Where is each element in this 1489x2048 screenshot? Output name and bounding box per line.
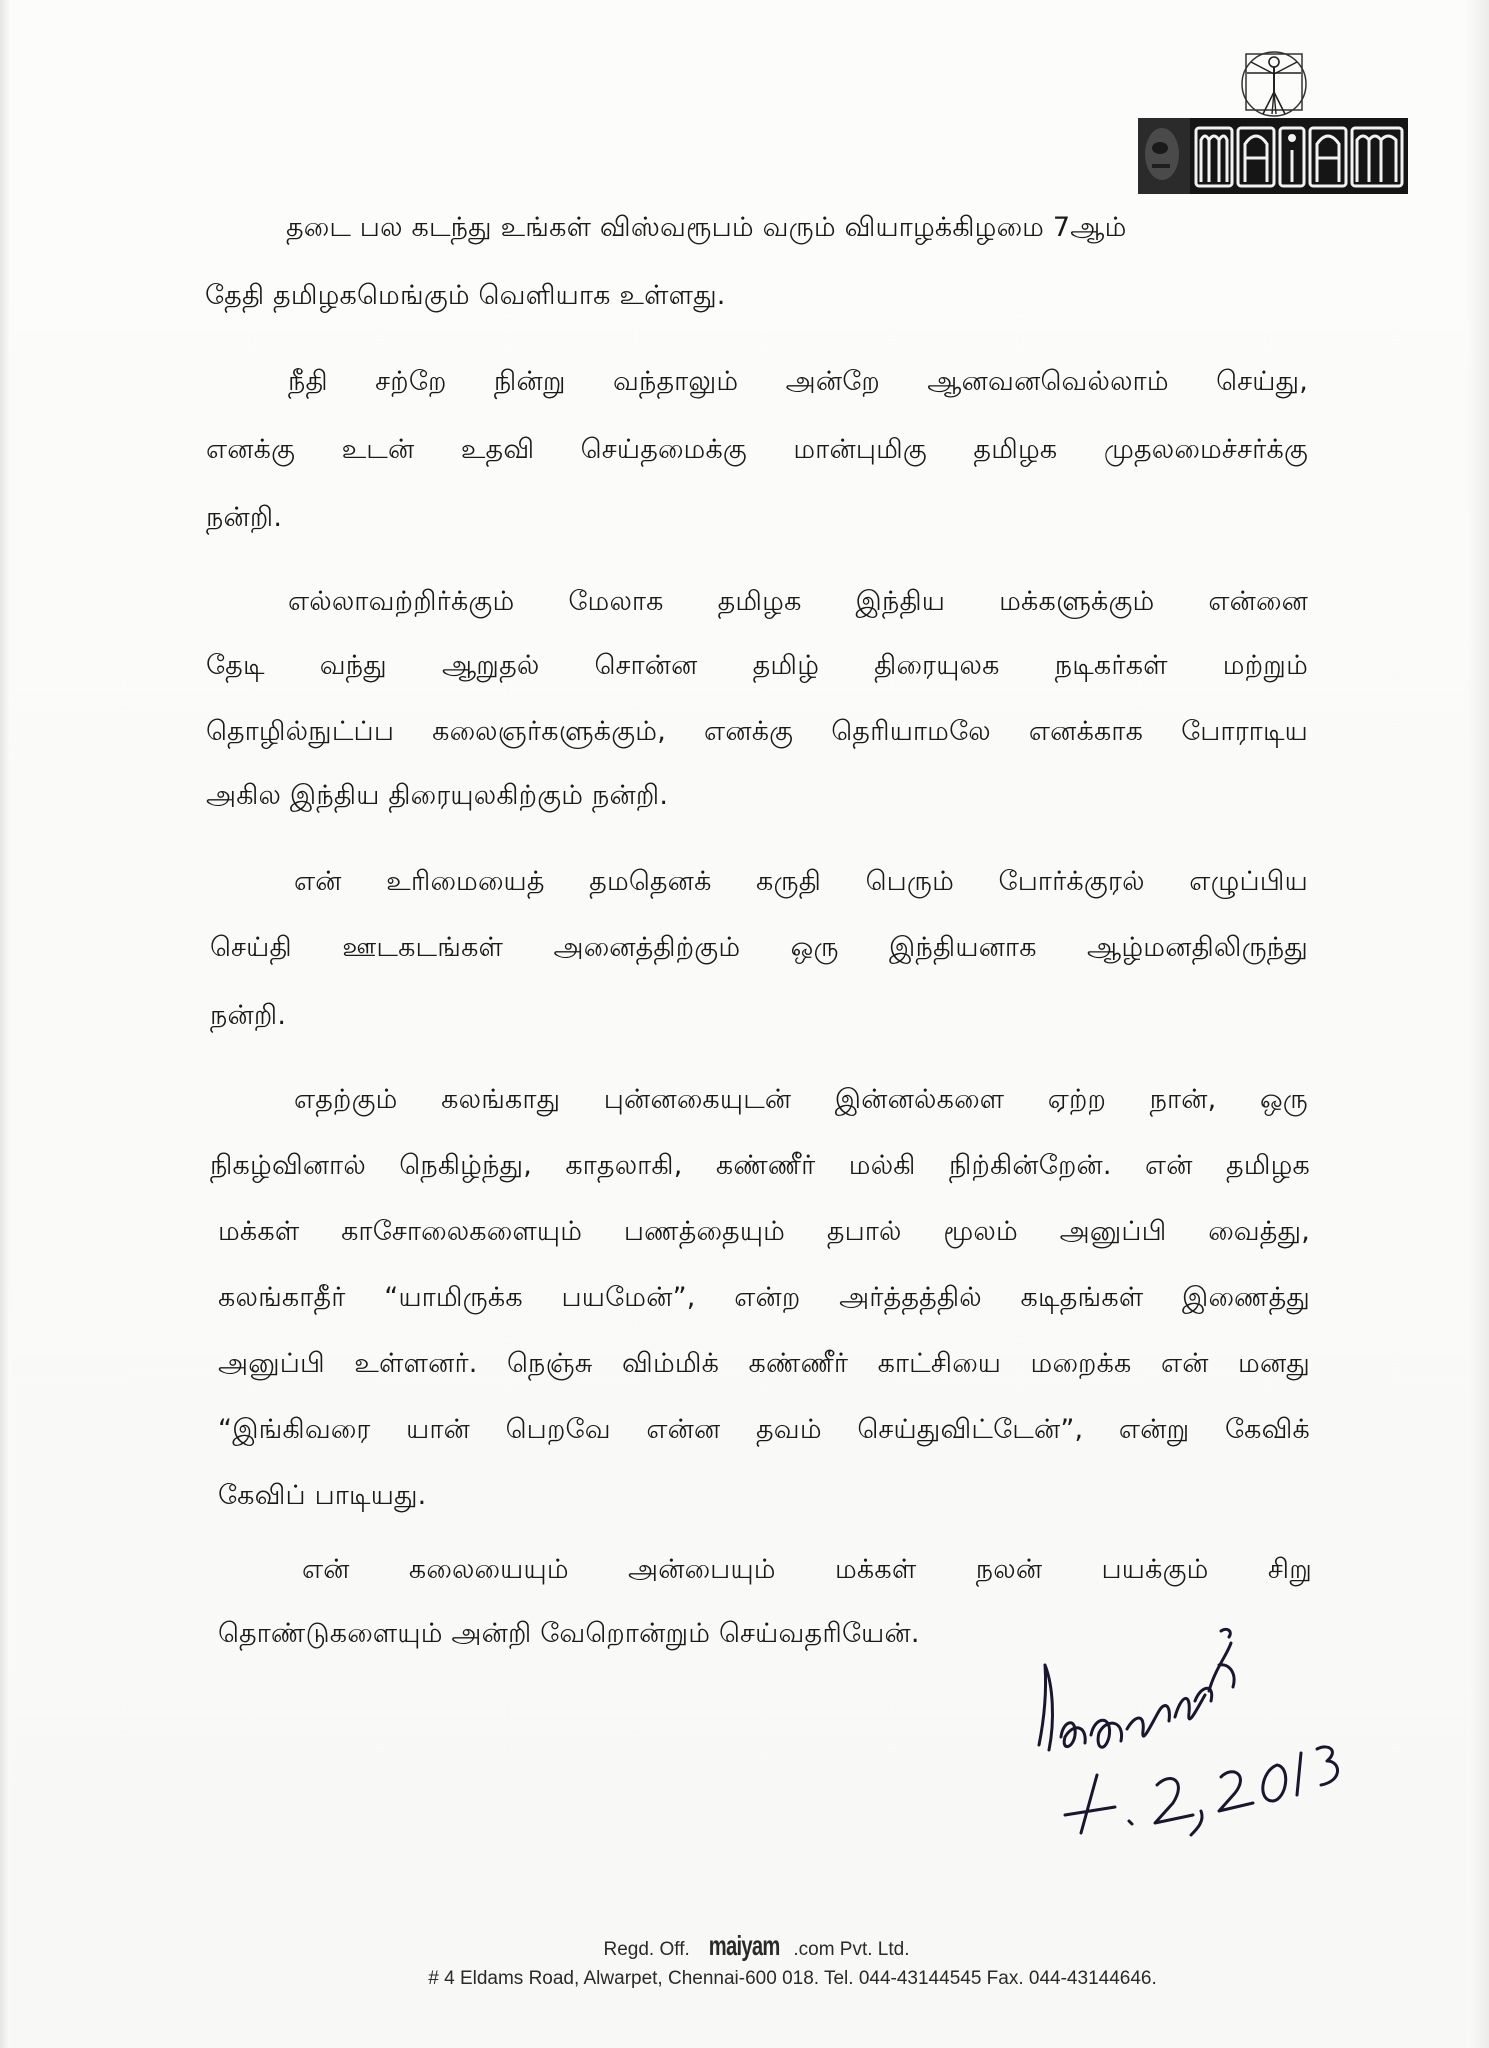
paragraph-5-line-3: மக்கள் காசோலைகளையும் பணத்தையும் தபால் மூலம் அனுப்பி வைத்து, <box>218 1216 1310 1247</box>
paragraph-6-line-2: தொண்டுகளையும் அன்றி வேறொன்றும் செய்வதரியேன். <box>218 1618 920 1649</box>
paragraph-1-line-1: தடை பல கடந்து உங்கள் விஸ்வரூபம் வரும் வியாழக்கிழமை 7ஆம் <box>286 212 1127 243</box>
page-edge-right <box>1467 0 1489 2048</box>
vitruvian-man-icon <box>1239 46 1309 118</box>
maiam-wordmark <box>1138 118 1408 194</box>
paragraph-3-line-2: தேடி வந்து ஆறுதல் சொன்ன தமிழ் திரையுலக நடிகர்கள் மற்றும் <box>206 650 1308 681</box>
footer-address: # 4 Eldams Road, Alwarpet, Chennai-600 018. Tel. 044-43144545 Fax. 044-43144646. <box>428 1968 1157 1989</box>
footer-suffix: .com Pvt. Ltd. <box>793 1939 910 1960</box>
paragraph-3-line-1: எல்லாவற்றிர்க்கும் மேலாக தமிழக இந்திய மக்களுக்கும் என்னை <box>288 586 1308 617</box>
paragraph-5-line-1: எதற்கும் கலங்காது புன்னகையுடன் இன்னல்களை ஏற்ற நான், ஒரு <box>294 1084 1308 1115</box>
handwritten-signature <box>1025 1625 1355 1865</box>
paragraph-5-line-2: நிகழ்வினால் நெகிழ்ந்து, காதலாகி, கண்ணீர் மல்கி நிற்கின்றேன். என் தமிழக <box>210 1150 1310 1181</box>
footer-brand: maiyam <box>708 1930 780 1961</box>
maiam-logo <box>1138 46 1408 194</box>
paragraph-5-line-4: கலங்காதீர் “யாமிருக்க பயமேன்”, என்ற அர்த்தத்தில் கடிதங்கள் இணைத்து <box>218 1282 1310 1313</box>
paragraph-2-line-3: நன்றி. <box>206 502 283 533</box>
paragraph-6-line-1: என் கலையையும் அன்பையும் மக்கள் நலன் பயக்கும் சிறு <box>302 1554 1312 1585</box>
paragraph-5-line-7: கேவிப் பாடியது. <box>218 1480 427 1511</box>
paragraph-2-line-1: நீதி சற்றே நின்று வந்தாலும் அன்றே ஆனவனவெல்லாம் செய்து, <box>288 366 1308 397</box>
paragraph-1-line-2: தேதி தமிழகமெங்கும் வெளியாக உள்ளது. <box>205 280 726 311</box>
paragraph-3-line-3: தொழில்நுட்ப்ப கலைஞர்களுக்கும், எனக்கு தெரியாமலே எனக்காக போராடிய <box>206 716 1308 747</box>
paragraph-3-line-4: அகில இந்திய திரையுலகிற்கும் நன்றி. <box>206 780 669 811</box>
paragraph-5-line-5: அனுப்பி உள்ளனர். நெஞ்சு விம்மிக் கண்ணீர் காட்சியை மறைக்க என் மனது <box>218 1348 1310 1379</box>
paragraph-4-line-1: என் உரிமையைத் தமதெனக் கருதி பெரும் போர்க்குரல் எழுப்பிய <box>294 866 1308 897</box>
paragraph-2-line-2: எனக்கு உடன் உதவி செய்தமைக்கு மான்புமிகு தமிழக முதலமைச்சர்க்கு <box>206 434 1308 465</box>
paragraph-4-line-3: நன்றி. <box>210 1000 287 1031</box>
paragraph-5-line-6: “இங்கிவரை யான் பெறவே என்ன தவம் செய்துவிட்டேன்”, என்று கேவிக் <box>218 1414 1310 1445</box>
footer-company-line <box>12 1930 1489 1962</box>
footer-prefix: Regd. Off. <box>603 1939 690 1960</box>
page-edge-left <box>0 0 10 2048</box>
paragraph-4-line-2: செய்தி ஊடகடங்கள் அனைத்திற்கும் ஒரு இந்தியனாக ஆழ்மனதிலிருந்து <box>210 932 1308 963</box>
